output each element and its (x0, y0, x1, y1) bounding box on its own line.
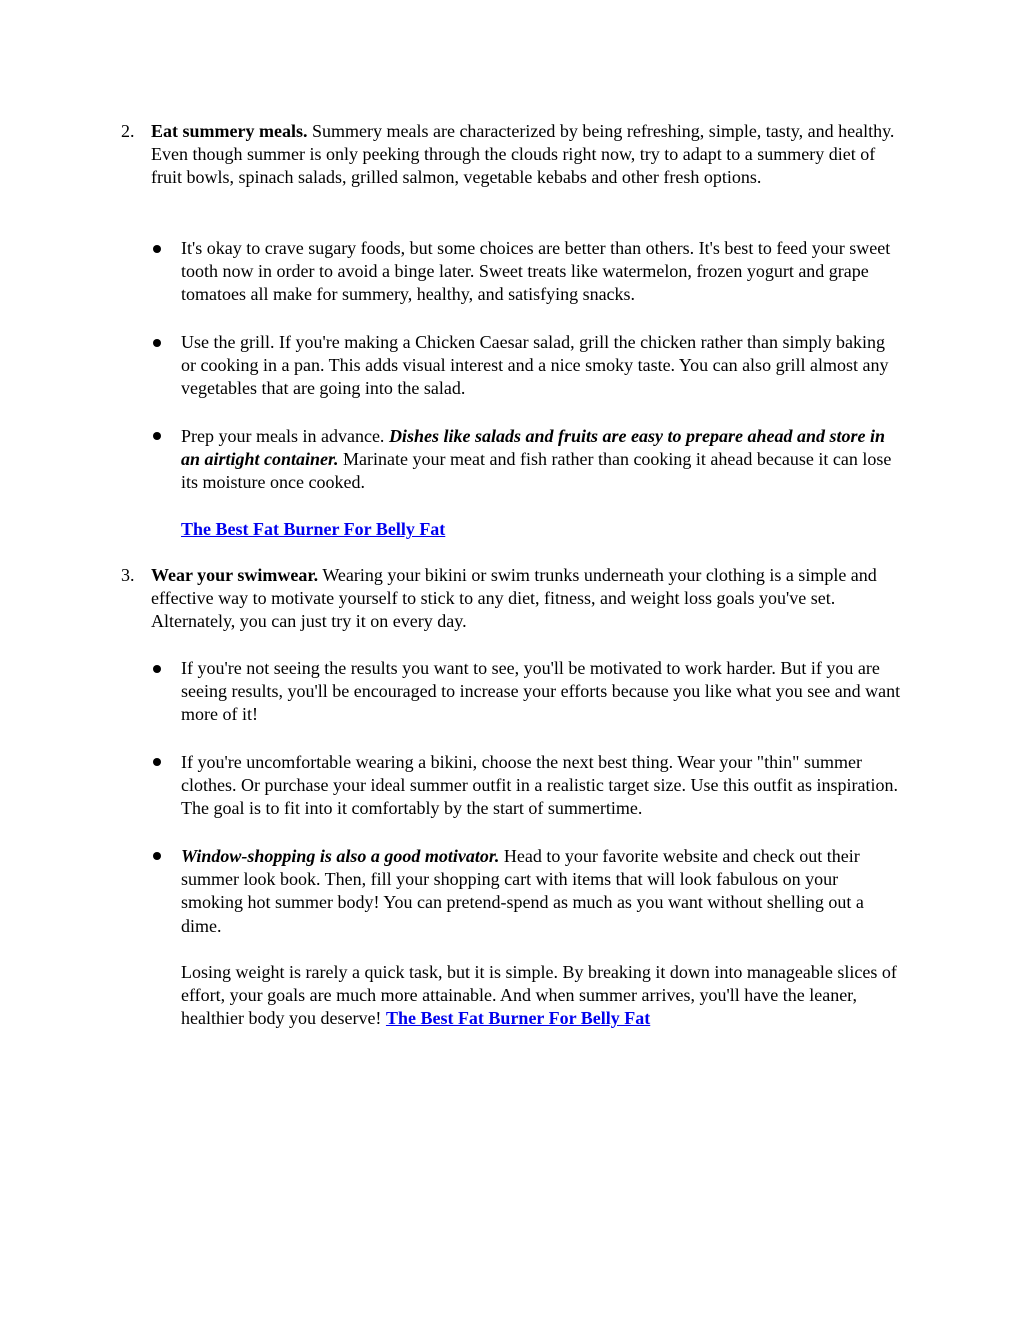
section-3-text: Wearing your bikini or swim trunks underneath your clothing is a simple and effective way to motivate yourself to stick to any diet, fitness, and weight loss goals you've set. Alternately, you can just try it on every day. (151, 565, 877, 632)
section-2-link-line (181, 518, 903, 541)
bullet-icon (153, 245, 161, 253)
section-3-paragraph (121, 564, 903, 634)
section-2-bullet-2: Use the grill. If you're making a Chicken Caesar salad, grill the chicken rather than simply baking or cooking in a pan. This adds visual interest and a nice smoky taste. You can also grill almost any vegetables that are going into the salad. (181, 332, 889, 399)
section-3-heading: Wear your swimwear. (151, 565, 319, 585)
closing-paragraph (181, 961, 903, 1031)
section-2-number: 2. (121, 121, 135, 141)
section-2-bullet-1: It's okay to crave sugary foods, but some choices are better than others. It's best to feed your sweet tooth now in order to avoid a binge later. Sweet treats like watermelon, frozen yogurt and grape tomatoes all make for summery, healthy, and satisfying snacks. (181, 238, 891, 305)
bullet-icon (153, 852, 161, 860)
section-3-number: 3. (121, 565, 135, 585)
bullet-3-text: Marinate your meat and fish rather than cooking it ahead because it can lose its moisture once cooked. (181, 449, 892, 493)
bullet-3-emphasis: Window-shopping is also a good motivator. (181, 846, 500, 866)
section-3-bullet-2: If you're uncomfortable wearing a bikini, choose the next best thing. Wear your "thin" summer clothes. Or purchase your ideal summer outfit in a realistic target size. Use this outfit as inspiration. The goal is to fit into it comfortably by the start of summertime. (181, 752, 898, 819)
bullet-icon (153, 339, 161, 347)
fat-burner-link[interactable]: The Best Fat Burner For Belly Fat (385, 1008, 651, 1029)
section-2-paragraph (121, 120, 903, 190)
bullet-3-text: Head to your favorite website and check out their summer look book. Then, fill your shopping cart with items that will look fabulous on your smoking hot summer body! You can pretend-spend as much as you want without shelling out a dime. (181, 846, 864, 936)
section-3-bullet-1: If you're not seeing the results you want to see, you'll be motivated to work harder. But if you are seeing results, you'll be encouraged to increase your efforts because you like what you see and want more of it! (181, 658, 901, 725)
bullet-icon (153, 432, 161, 440)
bullet-icon (153, 665, 161, 673)
bullet-3-lead: Prep your meals in advance. (181, 426, 389, 446)
bullet-3-emphasis: Dishes like salads and fruits are easy to prepare ahead and store in an airtight container. (181, 426, 885, 470)
bullet-icon (153, 758, 161, 766)
fat-burner-link[interactable]: The Best Fat Burner For Belly Fat (181, 519, 446, 539)
closing-text: Losing weight is rarely a quick task, but it is simple. By breaking it down into manageable slices of effort, your goals are much more attainable. And when summer arrives, you'll have the leaner, healthier body you deserve! (181, 962, 897, 1029)
section-2-heading: Eat summery meals. (151, 121, 308, 141)
section-3-bullet-3 (181, 845, 903, 938)
section-2-bullet-3 (181, 425, 903, 495)
section-2-text: Summery meals are characterized by being refreshing, simple, tasty, and healthy. Even though summer is only peeking through the clouds right now, try to adapt to a summery diet of fruit bowls, spinach salads, grilled salmon, vegetable kebabs and other fresh options. (151, 121, 895, 188)
